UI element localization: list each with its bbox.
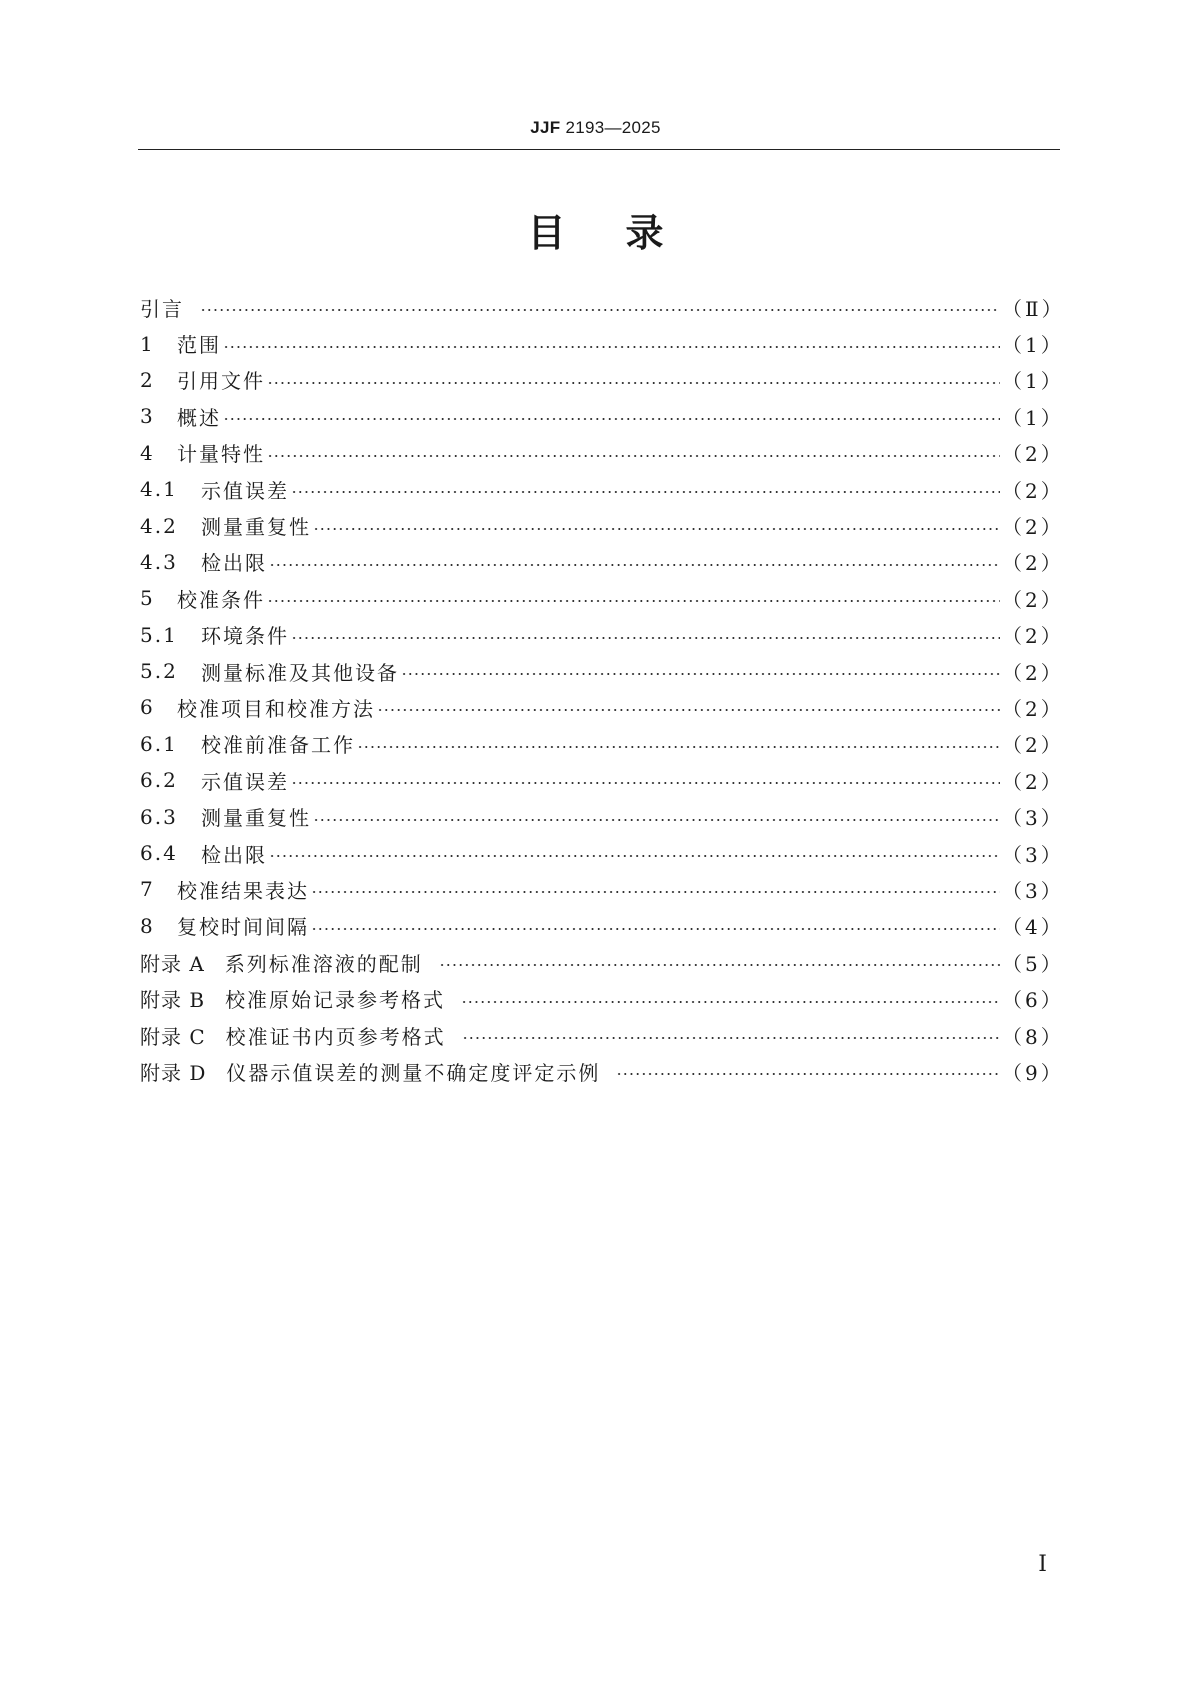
toc-entry[interactable]: [140, 762, 1064, 798]
toc-entry-number: 附录 B: [140, 988, 206, 1013]
toc-entry[interactable]: [140, 398, 1064, 434]
toc-entry-number: 4.3: [140, 549, 178, 574]
toc-entry[interactable]: [140, 798, 1064, 834]
toc-dot-leader: [267, 382, 1000, 384]
toc-dot-leader: [269, 564, 1000, 566]
page-title: [0, 202, 1191, 257]
document-code-number: 2193—2025: [565, 118, 661, 137]
page-title-char-2: 录: [625, 211, 664, 255]
toc-entry-number: 6.4: [140, 841, 178, 866]
toc-dot-leader: [311, 891, 1000, 893]
toc-entry-page: （2）: [1002, 515, 1064, 540]
toc-entry-page: （1）: [1002, 333, 1064, 358]
toc-entry[interactable]: [140, 908, 1064, 944]
toc-entry-title: 检出限: [201, 551, 267, 576]
toc-dot-leader: [313, 819, 1000, 821]
toc-entry[interactable]: [140, 1053, 1064, 1089]
toc-entry[interactable]: [140, 471, 1064, 507]
toc-entry[interactable]: [140, 362, 1064, 398]
toc-entry-title: 仪器示值误差的测量不确定度评定示例: [226, 1060, 601, 1085]
toc-entry-number: 5.1: [140, 622, 178, 647]
toc-entry-page: （9）: [1002, 1060, 1064, 1085]
toc-entry-title: 校准条件: [177, 587, 265, 612]
toc-dot-leader: [291, 782, 1000, 784]
toc-entry-page: （3）: [1002, 878, 1064, 903]
toc-entry-page: （2）: [1002, 551, 1064, 576]
toc-dot-leader: [401, 673, 1000, 675]
toc-entry[interactable]: [140, 689, 1064, 725]
toc-entry[interactable]: [140, 980, 1064, 1016]
toc-entry-page: （5）: [1002, 951, 1064, 976]
page-title-char-1: 目: [527, 211, 566, 255]
toc-entry-page: （2）: [1002, 660, 1064, 685]
toc-entry-title: 校准证书内页参考格式: [225, 1024, 446, 1049]
toc-entry-title: 计量特性: [177, 442, 265, 467]
toc-entry-number: 8: [140, 913, 155, 938]
toc-entry-title: 系列标准溶液的配制: [224, 951, 423, 976]
toc-dot-leader: [313, 528, 1000, 530]
toc-entry-title: 概述: [177, 405, 221, 430]
toc-entry-number: 6: [140, 695, 155, 720]
toc-entry-number: 1: [140, 331, 155, 356]
toc-dot-leader: [223, 418, 1000, 420]
header-rule: [138, 149, 1060, 150]
toc-dot-leader: [461, 1001, 1000, 1003]
toc-entry-page: （1）: [1002, 405, 1064, 430]
toc-entry-title: 示值误差: [201, 478, 289, 503]
toc-dot-leader: [311, 928, 1000, 930]
toc-dot-leader: [357, 746, 1000, 748]
toc-entry-title: 检出限: [201, 842, 267, 867]
toc-entry[interactable]: [140, 289, 1065, 325]
toc-entry-number: 4.2: [140, 513, 178, 538]
toc-entry-page: （2）: [1002, 587, 1064, 612]
toc-entry-title: 引用文件: [177, 369, 265, 394]
toc-entry-page: （2）: [1002, 442, 1064, 467]
toc-entry-number: 6.1: [140, 731, 178, 756]
toc-entry-number: 7: [140, 877, 155, 902]
toc-entry[interactable]: [140, 325, 1064, 361]
toc-dot-leader: [377, 709, 1000, 711]
toc-entry[interactable]: [140, 507, 1064, 543]
toc-entry-page: （3）: [1002, 806, 1064, 831]
toc-entry-title: 校准前准备工作: [201, 733, 355, 758]
toc-dot-leader: [269, 855, 1000, 857]
toc-entry[interactable]: [140, 544, 1064, 580]
toc-entry-title: 测量标准及其他设备: [201, 660, 399, 685]
toc-entry-title: 引言: [140, 296, 184, 321]
toc-entry-page: （1）: [1002, 369, 1064, 394]
toc-entry-title: 校准原始记录参考格式: [225, 988, 446, 1013]
toc-entry-title: 范围: [177, 333, 221, 358]
table-of-contents: [140, 289, 1065, 1090]
toc-entry-number: 5: [140, 586, 155, 611]
toc-entry-number: 3: [140, 404, 155, 429]
toc-dot-leader: [200, 309, 1000, 311]
toc-entry-page: （6）: [1002, 988, 1064, 1013]
toc-entry-page: （2）: [1002, 696, 1064, 721]
toc-entry-number: 5.2: [140, 659, 178, 684]
toc-entry-title: 校准项目和校准方法: [177, 696, 375, 721]
toc-dot-leader: [291, 637, 1000, 639]
document-code: [0, 118, 1191, 138]
toc-entry[interactable]: [140, 435, 1064, 471]
document-code-prefix: JJF: [530, 118, 561, 137]
toc-entry[interactable]: [140, 1017, 1064, 1053]
toc-entry-page: （4）: [1002, 915, 1064, 940]
toc-entry-number: 4: [140, 440, 155, 465]
toc-entry[interactable]: [140, 580, 1064, 616]
toc-entry-title: 示值误差: [201, 769, 289, 794]
toc-entry-page: （2）: [1002, 478, 1064, 503]
toc-entry-number: 6.2: [140, 768, 178, 793]
toc-entry-number: 4.1: [140, 477, 178, 502]
toc-entry-number: 附录 C: [140, 1024, 206, 1049]
toc-entry-number: 6.3: [140, 804, 178, 829]
toc-dot-leader: [462, 1037, 1000, 1039]
toc-entry-page: （2）: [1002, 769, 1064, 794]
toc-entry-page: （2）: [1002, 733, 1064, 758]
page-folio: Ⅰ: [1038, 1552, 1047, 1577]
toc-entry-page: （2）: [1002, 624, 1064, 649]
toc-dot-leader: [267, 600, 1000, 602]
toc-entry[interactable]: [140, 835, 1064, 871]
toc-entry-page: （3）: [1002, 842, 1064, 867]
toc-entry-number: 附录 D: [140, 1060, 207, 1085]
toc-entry-title: 复校时间间隔: [177, 915, 309, 940]
toc-entry-page: （Ⅱ）: [1002, 296, 1065, 321]
toc-entry-title: 校准结果表达: [177, 878, 309, 903]
toc-entry-page: （8）: [1002, 1024, 1064, 1049]
toc-dot-leader: [223, 346, 1000, 348]
toc-entry-number: 附录 A: [140, 951, 205, 976]
toc-entry[interactable]: [140, 944, 1064, 980]
toc-dot-leader: [616, 1073, 1000, 1075]
toc-entry-title: 测量重复性: [201, 515, 311, 540]
toc-entry-number: 2: [140, 367, 155, 392]
toc-entry[interactable]: [140, 617, 1064, 653]
toc-dot-leader: [439, 964, 1000, 966]
toc-entry-title: 测量重复性: [201, 806, 311, 831]
toc-entry[interactable]: [140, 653, 1064, 689]
toc-dot-leader: [291, 491, 1000, 493]
toc-entry[interactable]: [140, 871, 1064, 907]
toc-dot-leader: [267, 455, 1000, 457]
toc-entry-title: 环境条件: [201, 624, 289, 649]
toc-entry[interactable]: [140, 726, 1064, 762]
